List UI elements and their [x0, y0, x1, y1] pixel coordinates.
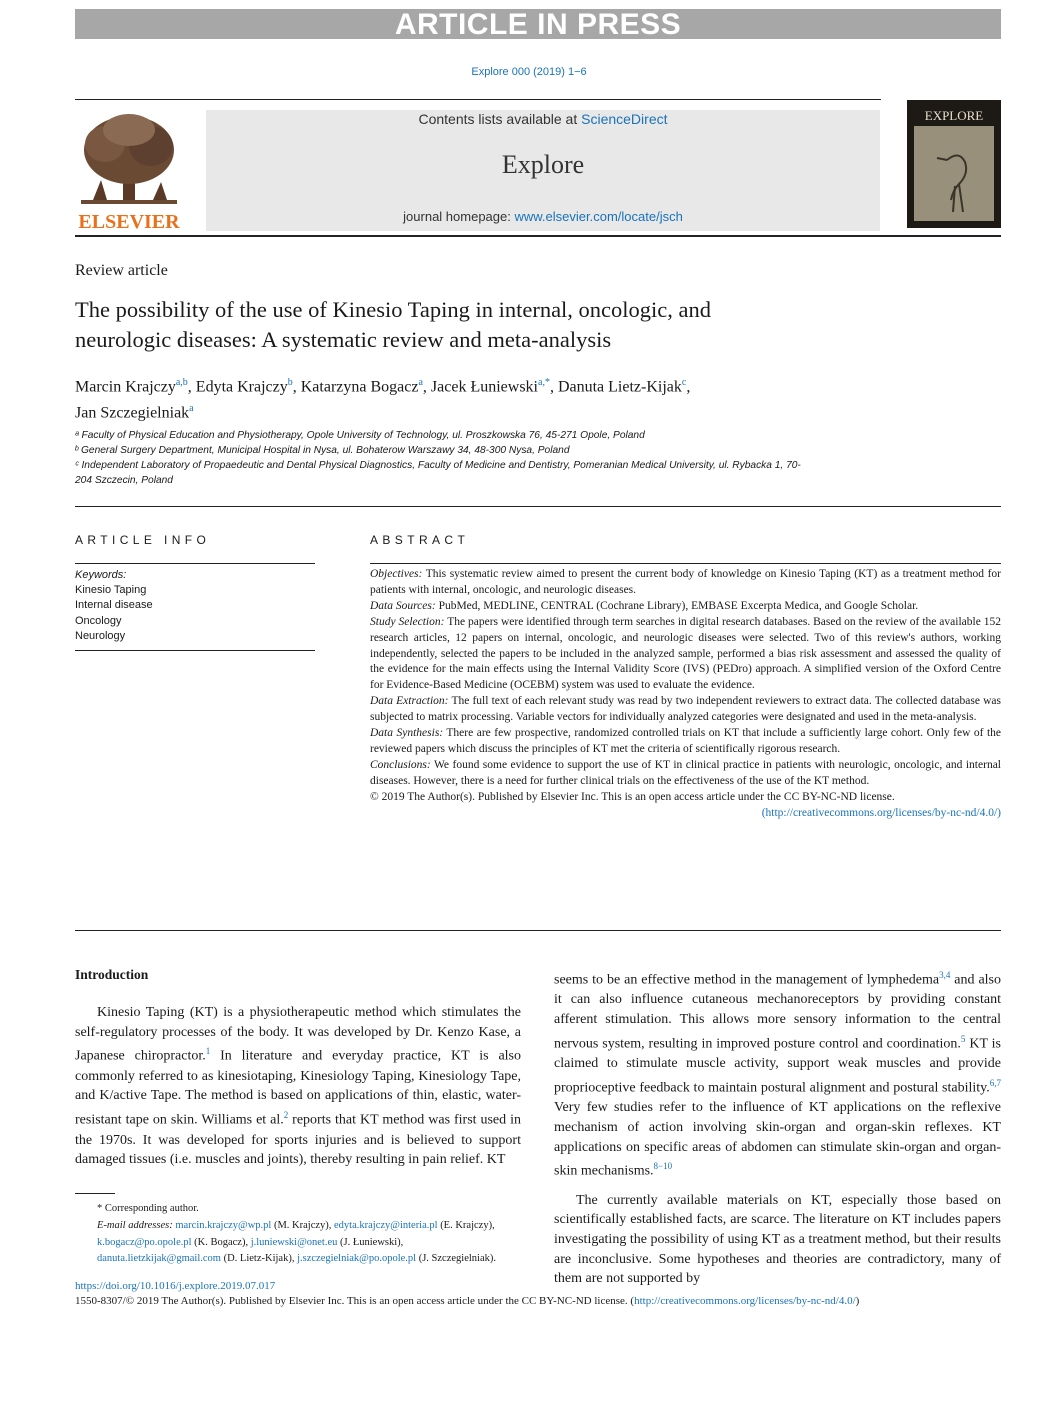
homepage-prefix: journal homepage: — [403, 209, 515, 224]
author-separator: , — [187, 378, 196, 396]
keywords-block — [75, 568, 315, 644]
issn-text: 1550-8307/© 2019 The Author(s). Published by Elsevier Inc. This is an open access article under the CC BY-NC-ND license. ( — [75, 1295, 635, 1307]
contents-prefix: Contents lists available at — [418, 111, 582, 127]
article-info-rule — [75, 563, 315, 564]
abstract-paragraph — [370, 758, 1001, 790]
email-owner: (K. Bogacz), — [191, 1236, 251, 1248]
keyword-item: Neurology — [75, 629, 126, 642]
citation-ref[interactable]: 6,7 — [989, 1077, 1001, 1088]
license-link[interactable]: http://creativecommons.org/licenses/by-nc-nd/4.0/ — [634, 1295, 856, 1307]
author-affiliation-sup[interactable]: a,b — [175, 377, 188, 388]
abstract-paragraph — [370, 726, 1001, 758]
sciencedirect-link[interactable]: ScienceDirect — [581, 111, 668, 127]
abstract-paragraph — [370, 615, 1001, 695]
email-link[interactable]: j.luniewski@onet.eu — [250, 1236, 338, 1248]
doi-link[interactable]: https://doi.org/10.1016/j.explore.2019.07.017 — [75, 1280, 276, 1292]
author-separator: , — [686, 378, 691, 396]
author-separator: , — [422, 378, 431, 396]
abstract-paragraph — [370, 567, 1001, 599]
journal-cover-image[interactable] — [907, 100, 1001, 228]
abstract-text: PubMed, MEDLINE, CENTRAL (Cochrane Library), EMBASE Excerpta Medica, and Google Scholar. — [435, 599, 919, 612]
email-link[interactable]: k.bogacz@po.opole.pl — [97, 1236, 192, 1248]
email-addresses — [75, 1218, 521, 1268]
abstract-label: Conclusions: — [370, 758, 431, 771]
contents-line — [206, 111, 880, 127]
abstract-paragraph — [370, 599, 1001, 615]
abstract-text: The papers were identified through term searches in digital research databases. Based on the review of the available 152 research articles, 12 papers on internal, oncologic, and neurologic diseases were selected. Two of this review's authors, working independently, selected the papers to be included in the analyzed sample, performed a bias risk assessment and assessed the quality of the evidence for the main effects using the Internal Validity Score (IVS) (PEDro) approach. A simplified version of the Oxford Centre for Evidence-Based Medicine (OCEBM) system was used to evaluate the evidence. — [370, 615, 1001, 692]
keyword-item: Kinesio Taping — [75, 584, 147, 597]
body-text: seems to be an effective method in the management of lymphedema — [554, 972, 940, 988]
elsevier-tree-icon — [81, 114, 177, 204]
affiliation-line: ᵇ General Surgery Department, Municipal Hospital in Nysa, ul. Bohaterow Warszawy 34, 48-300 Nysa, Poland — [75, 445, 570, 456]
footnotes — [75, 1201, 521, 1268]
abstract-label: Study Selection: — [370, 615, 445, 628]
author-affiliation-sup[interactable]: a — [189, 403, 194, 415]
citation-ref[interactable]: 3,4 — [939, 970, 951, 980]
article-info-heading: ARTICLE INFO — [75, 533, 211, 547]
title-line: neurologic diseases: A systematic review and meta-analysis — [75, 327, 612, 352]
abstract-label: Data Extraction: — [370, 695, 449, 708]
body-paragraph — [75, 1003, 521, 1170]
body-text: Very few studies refer to the influence of KT applications on the reflexive mechanism of action involving skin-organ and organ-skin reflexes. KT applications on specific areas of abdomen can stimulate skin-organ and organ-skin mechanisms. — [554, 1100, 1001, 1179]
author-name[interactable]: Jan Szczegielniak — [75, 404, 190, 422]
keyword-item: Oncology — [75, 614, 122, 627]
body-rule — [75, 930, 1001, 931]
email-owner: (E. Krajczy), — [437, 1219, 495, 1231]
body-text: reports that KT method was first used in the 1970s. It was developed for sports injuries and is believed to support damaged tissues (i.e. muscles and joints), thereby resulting in pain relief. KT — [75, 1112, 521, 1168]
journal-homepage-line — [206, 209, 880, 224]
body-column-right — [554, 966, 1001, 1289]
keywords-label: Keywords: — [75, 569, 127, 581]
author-list — [75, 372, 975, 425]
email-link[interactable]: marcin.krajczy@wp.pl — [175, 1219, 272, 1231]
elsevier-logo[interactable] — [75, 108, 183, 232]
body-paragraph — [554, 966, 1001, 1182]
abstract-text: The full text of each relevant study was read by two independent reviewers to extract data. The collected database was subjected to matrix processing. Variable vectors for individually analyzed categories were designated and used in the meta-analysis. — [370, 695, 1001, 724]
abstract-text: There are few prospective, randomized controlled trials on KT that include a sufficiently large cohort. Only few of the reviewed papers which discuss the principles of KT met the criteria of scientifically rigorous research. — [370, 727, 1001, 755]
abstract-label: Data Sources: — [370, 599, 436, 612]
license-url-text[interactable]: (http://creativecommons.org/licenses/by-nc-nd/4.0/) — [761, 806, 1001, 819]
article-title — [75, 295, 975, 355]
abstract-heading: ABSTRACT — [370, 533, 470, 547]
journal-reference-link[interactable]: Explore 000 (2019) 1−6 — [471, 66, 587, 78]
affiliation-line: ᶜ Independent Laboratory of Propaedeutic and Dental Physical Diagnostics, Faculty of Medicine and Dentistry, Pomeranian Medical University, ul. Rybacka 1, 70- — [75, 460, 801, 471]
issn-close: ) — [855, 1295, 860, 1307]
issn-license-line — [75, 1295, 859, 1307]
body-text: and also it can also influence cutaneous mechanoreceptors by providing constant afferent stimulation. This allows more sensory information to the central nervous system, resulting in improved posture control and coordination. — [554, 972, 1001, 1052]
introduction-heading: Introduction — [75, 967, 149, 982]
author-name[interactable]: Marcin Krajczy — [75, 378, 176, 396]
author-separator: , — [292, 378, 301, 396]
body-text: KT is claimed to stimulate muscle activity, support weak muscles and provide proprioceptive feedback to maintain postural alignment and postural stability. — [554, 1036, 1002, 1096]
keywords-rule — [75, 650, 315, 651]
license-statement: © 2019 The Author(s). Published by Elsevier Inc. This is an open access article under the CC BY-NC-ND license. — [370, 790, 895, 803]
affiliations — [75, 428, 935, 488]
author-affiliation-sup[interactable]: a — [418, 377, 423, 388]
citation-ref[interactable]: 8−10 — [653, 1161, 673, 1172]
author-affiliation-sup[interactable]: c — [681, 377, 687, 388]
journal-name: Explore — [501, 150, 585, 179]
abstract-text: We found some evidence to support the use of KT in clinical practice in patients with neurologic, oncologic, and internal diseases. However, there is a need for further clinical trials on the effectiveness of the use of the KT method. — [370, 758, 1001, 787]
author-affiliation-sup[interactable]: a,* — [538, 377, 550, 388]
email-owner: (D. Lietz-Kijak), — [220, 1253, 298, 1265]
email-link[interactable]: edyta.krajczy@interia.pl — [334, 1219, 438, 1231]
corresponding-author-note: * Corresponding author. — [97, 1203, 199, 1214]
abstract-label: Data Synthesis: — [370, 727, 444, 740]
title-line: The possibility of the use of Kinesio Taping in internal, oncologic, and — [75, 297, 712, 322]
abstract-text: This systematic review aimed to present the current body of knowledge on Kinesio Taping (KT) as a treatment method for patients with internal, oncologic, and neurologic diseases. — [370, 568, 1001, 596]
affiliation-line: 204 Szczecin, Poland — [75, 475, 173, 486]
body-text: In literature and everyday practice, KT is also commonly referred to as kinesiotaping, Kinesiology Taping, Kinesiology Tape, and K/active Tape. The method is based on applications of thin, elastic, water-resistant tape on skin. Williams et al. — [75, 1049, 521, 1128]
author-name[interactable]: Danuta Lietz-Kijak — [557, 378, 682, 396]
email-label: E-mail addresses: — [97, 1219, 176, 1231]
author-affiliation-sup[interactable]: b — [287, 377, 293, 388]
abstract-body — [370, 567, 1001, 822]
license-url-link[interactable] — [370, 806, 1001, 822]
citation-ref[interactable]: 2 — [283, 1110, 289, 1121]
body-paragraph: The currently available materials on KT, especially those based on scientifically established facts, are scarce. The literature on KT includes papers investigating the possibility of using KT as a treatment method, but their results are inconclusive. Some hypotheses and theories are contradictory, many of them are not supported by — [554, 1192, 1001, 1287]
footnote-rule — [75, 1193, 115, 1194]
abstract-label: Objectives: — [370, 568, 423, 580]
author-name[interactable]: Edyta Krajczy — [195, 378, 288, 396]
citation-ref[interactable]: 1 — [205, 1046, 211, 1057]
email-link[interactable]: danuta.lietzkijak@gmail.com — [97, 1253, 221, 1265]
keyword-item: Internal disease — [75, 599, 153, 612]
article-type: Review article — [75, 262, 168, 279]
author-name[interactable]: Katarzyna Bogacz — [300, 378, 419, 396]
journal-homepage-link[interactable]: www.elsevier.com/locate/jsch — [514, 209, 683, 224]
article-in-press-banner: ARTICLE IN PRESS — [75, 9, 1001, 39]
elsevier-wordmark: ELSEVIER — [78, 211, 180, 232]
email-owner: (M. Krajczy), — [271, 1219, 335, 1231]
affiliation-line: ᵃ Faculty of Physical Education and Physiotherapy, Opole University of Technology, ul. Proszkowska 76, 45-271 Opole, Poland — [75, 430, 645, 441]
body-column-left — [75, 1003, 521, 1170]
body-text: Kinesio Taping (KT) is a physiotherapeutic method which stimulates the self-regulatory processes of the body. It was developed by Dr. Kenzo Kase, a Japanese chiropractor. — [75, 1005, 521, 1065]
author-name[interactable]: Jacek Łuniewski — [430, 378, 538, 396]
citation-ref[interactable]: 5 — [960, 1033, 966, 1044]
affiliations-rule — [75, 506, 1001, 507]
abstract-paragraph — [370, 694, 1001, 726]
header-top-rule — [75, 99, 881, 100]
header-bottom-rule — [75, 235, 1001, 237]
email-owner: (J. Szczegielniak). — [416, 1253, 496, 1265]
email-link[interactable]: j.szczegielniak@po.opole.pl — [297, 1253, 417, 1265]
cover-title: EXPLORE — [924, 108, 984, 123]
author-separator: , — [549, 378, 558, 396]
email-owner: (J. Łuniewski), — [337, 1236, 404, 1248]
abstract-rule — [370, 563, 1001, 564]
